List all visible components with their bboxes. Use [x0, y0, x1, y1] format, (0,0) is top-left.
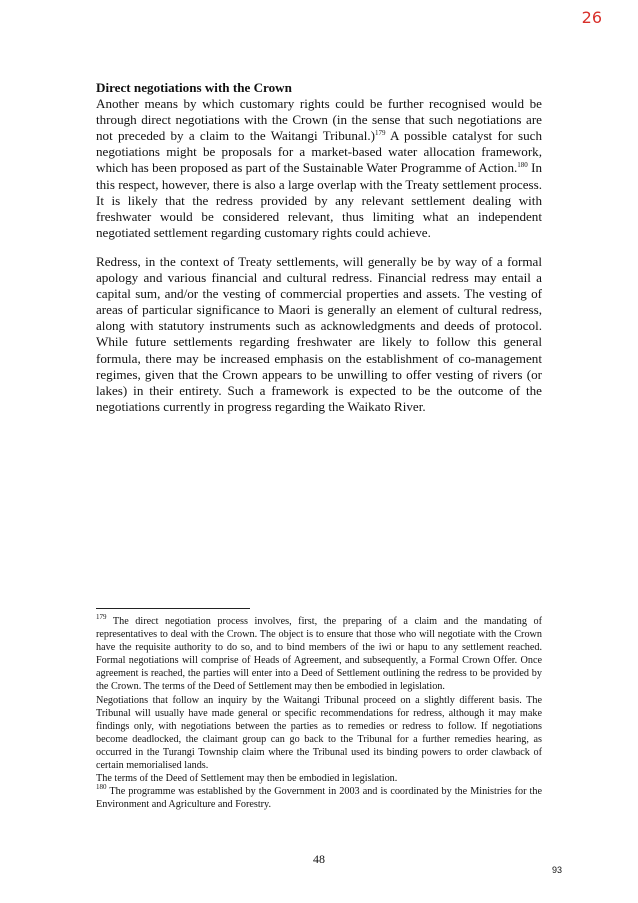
footnote-number-180: 180 — [96, 783, 107, 792]
footnotes — [96, 615, 542, 811]
footnote-ref-180[interactable]: 180 — [517, 161, 528, 170]
page-number-top: 26 — [581, 8, 602, 27]
page-corner-number: 93 — [551, 865, 562, 875]
footnote-divider — [96, 608, 250, 609]
footnote-179 — [96, 615, 542, 694]
paragraph-1-text-a: Another means by which customary rights could be further recognised would be through direct negotiations with the Crown (in the sense that such negotiations are not preceded by a claim to the Waitangi Tribunal.) — [96, 96, 542, 144]
footnote-179-text: The direct negotiation process involves, first, the preparing of a claim and the mandating of representatives to deal with the Crown. The object is to ensure that those who will negotiate with the Crown have the requisite authority to do so, and to bind members of the iwi or hapu to any settlement reached. Formal negotiations will comprise of Heads of Agreement, and subsequently, a Formal Crown Offer. Once agreement is reached, the parties will enter into a Deed of Settlement outlining the redress to be provided by the Crown. The terms of the Deed of Settlement may then be embodied in legislation. — [96, 616, 542, 693]
page-footer-number: 48 — [313, 852, 325, 866]
footnote-number-179: 179 — [96, 613, 107, 621]
paragraph-1-text-c: In this respect, however, there is also a large overlap with the Treaty settlement process. It is likely that the redress provided by any relevant settlement dealing with freshwater would be considered relevant, thus limiting what an independent negotiated settlement regarding customary rights could achieve. — [96, 160, 542, 240]
footnote-180 — [96, 785, 542, 811]
paragraph-1-text-b: A possible catalyst for such negotiations might be proposals for a market-based water allocation framework, which has been proposed as part of the Sustainable Water Programme of Action. — [96, 128, 542, 176]
section-heading: Direct negotiations with the Crown — [96, 80, 292, 95]
paragraph-2: Redress, in the context of Treaty settlements, will generally be by way of a formal apology and various financial and cultural redress. Financial redress may entail a capital sum, and/or the vesting of commercial properties and assets. The vesting of areas of particular significance to Maori is generally an element of cultural redress, along with statutory instruments such as acknowledgments and deeds of protocol. While future settlements regarding freshwater are likely to follow this general formula, there may be increased emphasis on the establishment of co-management regimes, given that the Crown appears to be unwilling to offer vesting of rivers (or lakes) in their entirety. Such a framework is expected to be the outcome of the negotiations currently in progress regarding the Waikato River. — [96, 254, 542, 414]
footnote-ref-179[interactable]: 179 — [374, 129, 386, 138]
footnote-180-text: The programme was established by the Government in 2003 and is coordinated by the Ministries for the Environment and Agriculture and Forestry. — [96, 786, 542, 811]
paragraph-1 — [96, 96, 542, 240]
section-direct-negotiations — [96, 80, 542, 241]
footnote-179-closing: The terms of the Deed of Settlement may then be embodied in legislation. — [96, 773, 398, 785]
footnote-179-continued: Negotiations that follow an inquiry by the Waitangi Tribunal proceed on a slightly different basis. The Tribunal will usually have made general or specific recommendations for redress, although it may make findings only, with negotiations between the parties as to remedies or redress to follow. If negotiations become deadlocked, the claimant group can go back to the Tribunal for a further remedies hearing, as occurred in the Turangi Township claim where the Tribunal used its binding powers to order clawback of certain memorialised lands. — [96, 694, 542, 772]
